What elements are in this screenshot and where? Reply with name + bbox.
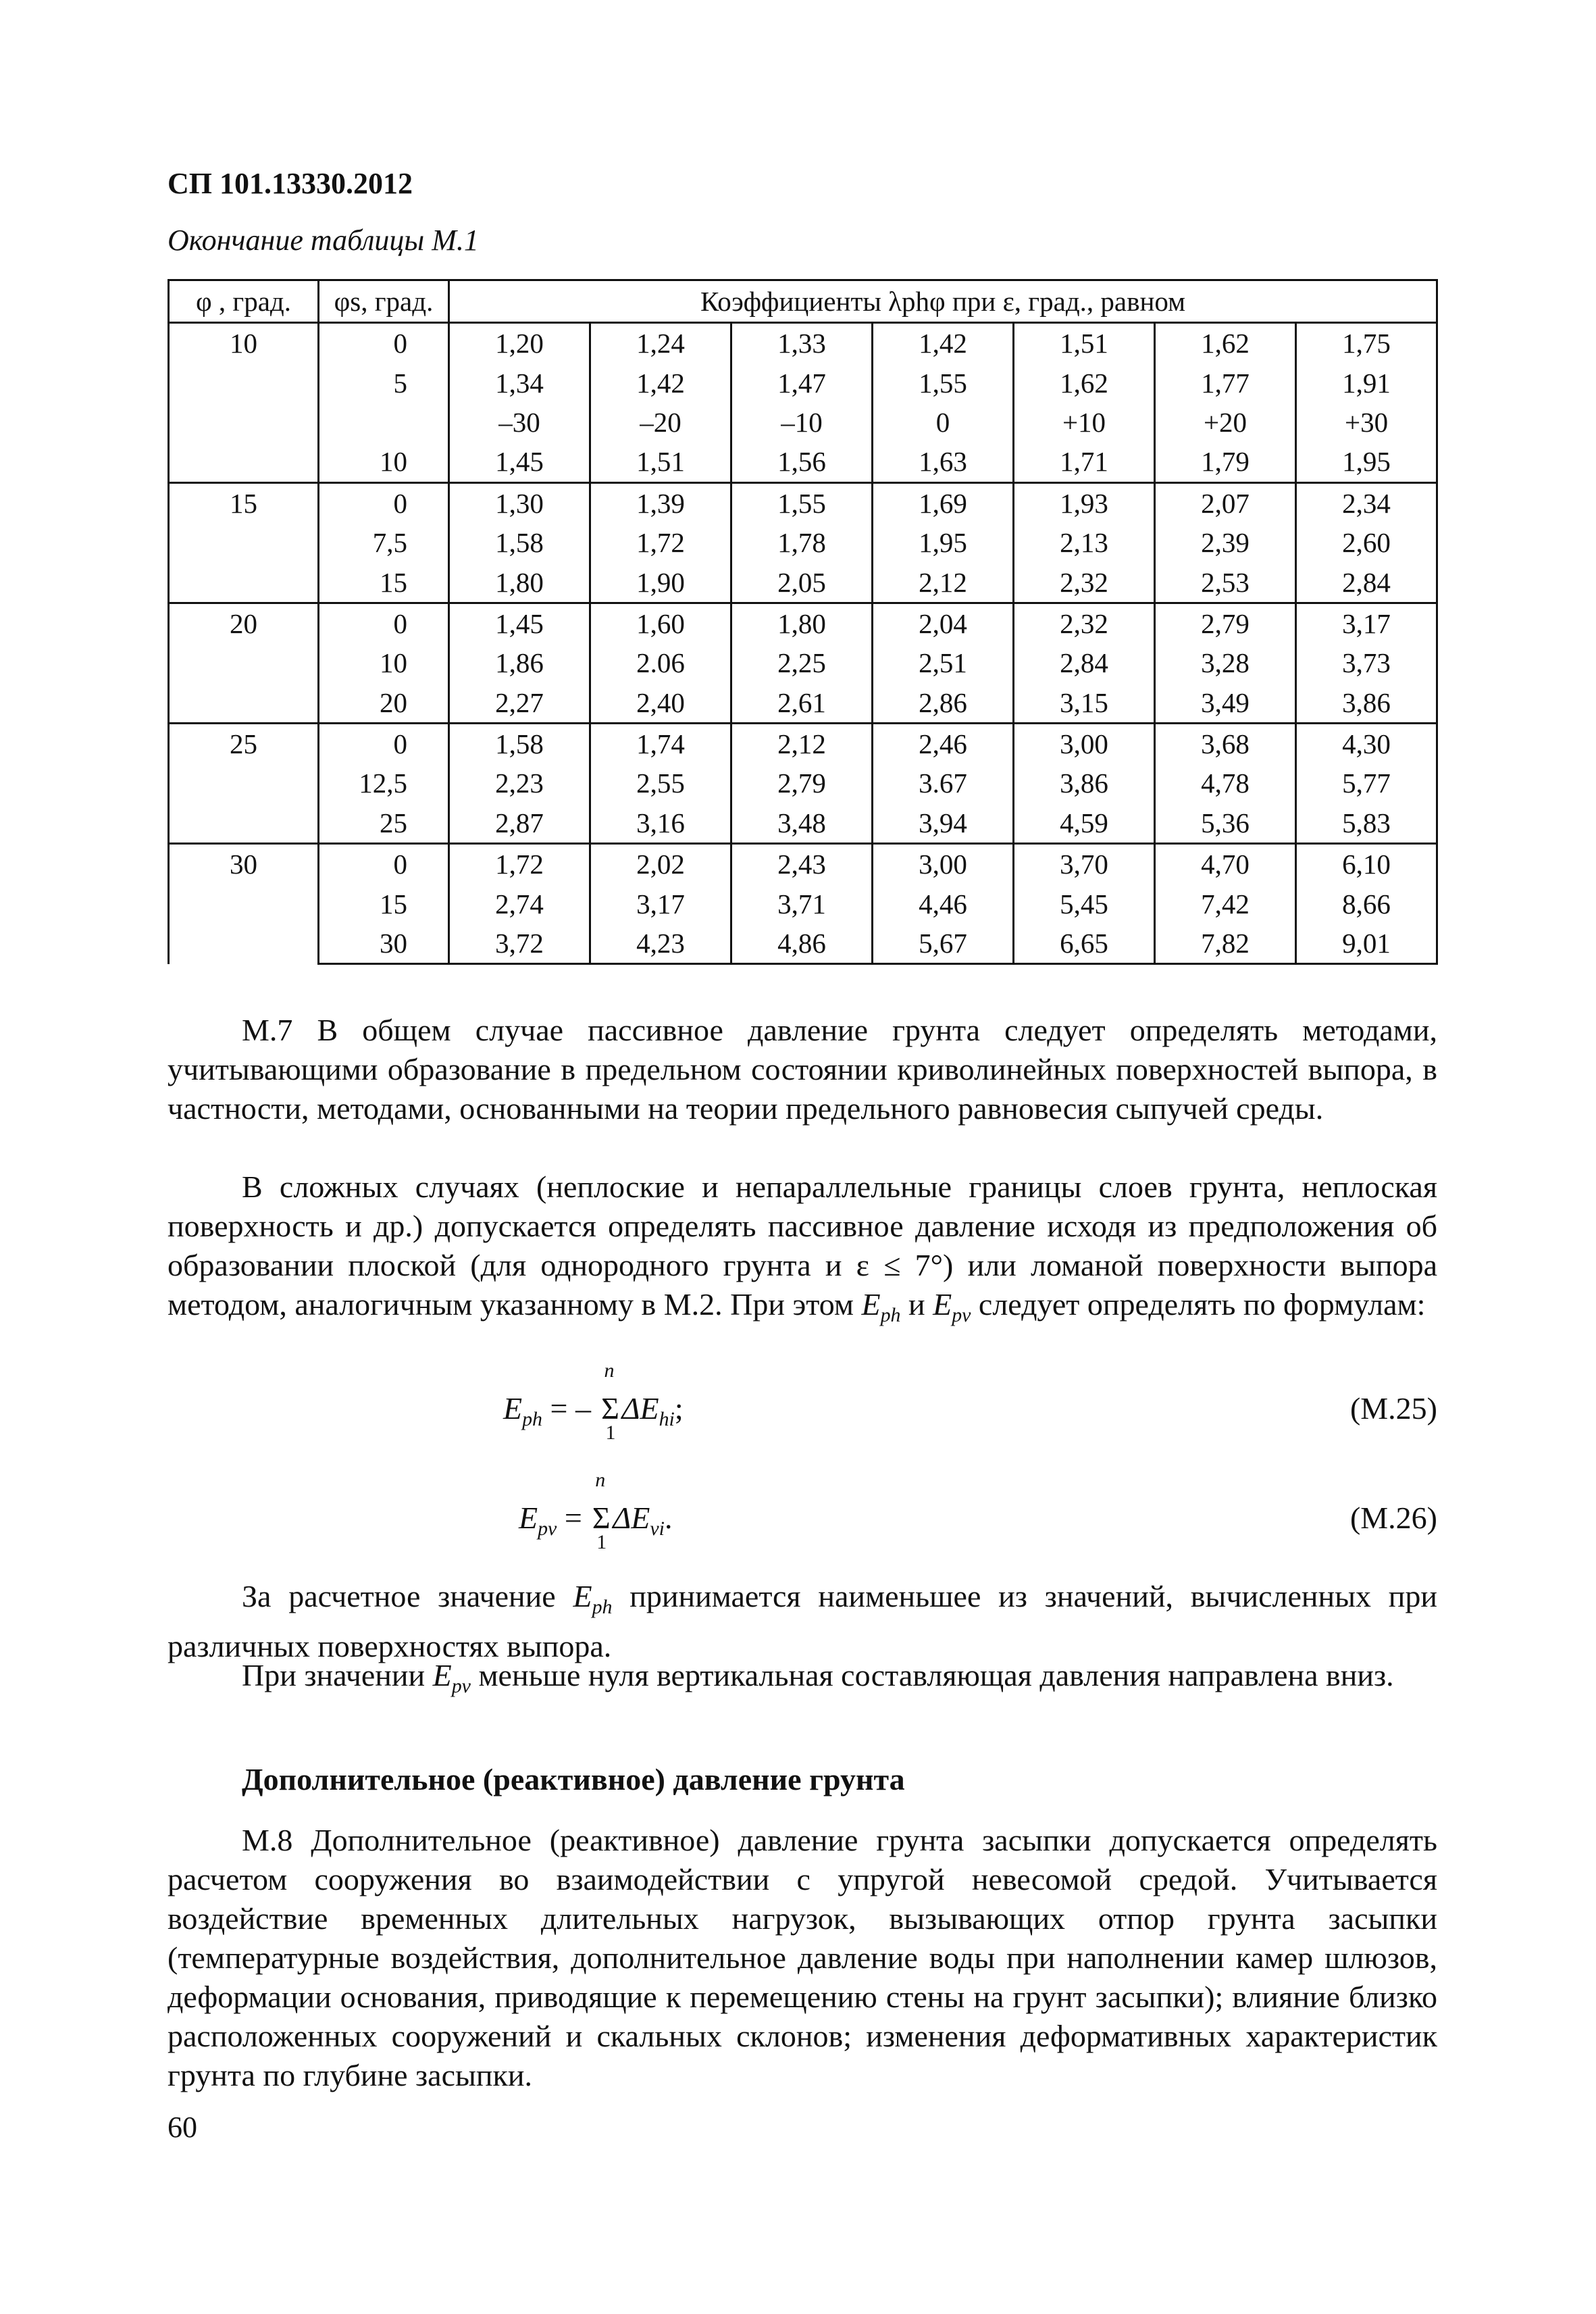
coef-cell: 1,42 [590, 363, 731, 402]
coef-cell: 0 [873, 403, 1014, 442]
coef-cell: 2,46 [873, 723, 1014, 763]
coef-cell: 2,53 [1155, 562, 1296, 603]
coef-cell: 2,55 [590, 763, 731, 803]
coef-cell: 2,87 [449, 803, 590, 844]
coef-cell: 2,07 [1155, 482, 1296, 523]
table-row [169, 323, 1437, 363]
phi-cell: 10 [169, 323, 319, 483]
header-phis: φs, град. [319, 280, 449, 323]
coef-cell: 2,43 [731, 844, 873, 884]
paragraph-calc-value: За расчетное значение $E_{ph}$ принимается наименьшее из значений, вычисленных при различных поверхностях выпора. [168, 1579, 1438, 1664]
coef-cell: 1,47 [731, 363, 873, 402]
coef-cell: 4,86 [731, 924, 873, 964]
coef-cell: 8,66 [1296, 884, 1437, 923]
coef-cell: 5,77 [1296, 763, 1437, 803]
phi-cell: 30 [169, 844, 319, 964]
coef-cell: 2,79 [1155, 603, 1296, 643]
coef-cell: 6,65 [1014, 924, 1155, 964]
coef-cell: 1,56 [731, 442, 873, 482]
coef-cell: 2,25 [731, 643, 873, 682]
coef-cell: 1,55 [873, 363, 1014, 402]
document-code: СП 101.13330.2012 [168, 167, 413, 200]
phis-cell [319, 403, 449, 442]
coef-cell: 3,17 [1296, 603, 1437, 643]
coef-cell: 3,71 [731, 884, 873, 923]
symbol-eph: $E_{ph}$ [861, 1287, 901, 1327]
coef-cell: 2,34 [1296, 482, 1437, 523]
coef-cell: 1,80 [449, 562, 590, 603]
coef-cell: 1,71 [1014, 442, 1155, 482]
coef-cell: 1,39 [590, 482, 731, 523]
coef-cell: 5,45 [1014, 884, 1155, 923]
coef-cell: 2,32 [1014, 562, 1155, 603]
coef-cell: 1,74 [590, 723, 731, 763]
coef-cell: 1,51 [1014, 323, 1155, 363]
coef-cell: 1,63 [873, 442, 1014, 482]
table-row [169, 643, 1437, 682]
coef-cell: 5,67 [873, 924, 1014, 964]
equation-number-m25: (М.25) [1349, 1391, 1437, 1426]
coef-cell: 1,91 [1296, 363, 1437, 402]
phis-cell: 5 [319, 363, 449, 402]
table-row [169, 482, 1437, 523]
phi-cell: 15 [169, 482, 319, 603]
header-coefficients: Коэффициенты λphφ при ε, град., равном [449, 280, 1437, 323]
phi-cell: 25 [169, 723, 319, 843]
coef-cell: 4,70 [1155, 844, 1296, 884]
table-row [169, 442, 1437, 482]
coef-cell: 2,12 [873, 562, 1014, 603]
coef-cell: 9,01 [1296, 924, 1437, 964]
coef-cell: 5,83 [1296, 803, 1437, 844]
coef-cell: 2,13 [1014, 523, 1155, 562]
coef-cell: 2,27 [449, 683, 590, 724]
coef-cell: 1,86 [449, 643, 590, 682]
table-row [169, 924, 1437, 964]
coef-cell: 3,15 [1014, 683, 1155, 724]
phis-cell: 0 [319, 482, 449, 523]
coef-cell: 7,42 [1155, 884, 1296, 923]
coef-cell: +20 [1155, 403, 1296, 442]
paragraph-complex-cases: В сложных случаях (неплоские и непараллельные границы слоев грунта, неплоская поверхность и др.) допускается определять пассивное давление исходя из предположения об образовании плоской (для однородного грунта и ε ≤ 7°) или ломаной поверхности выпора методом, аналогичным указанному в М.2. При этом $E_{ph}$ и $E_{pv}$ следует определять по формулам: [168, 1169, 1437, 1327]
coef-cell: 3,70 [1014, 844, 1155, 884]
coef-cell: –10 [731, 403, 873, 442]
phis-cell: 0 [319, 603, 449, 643]
coef-cell: 1,95 [873, 523, 1014, 562]
sum-symbol: Σ n 1 [592, 1469, 611, 1553]
coef-cell: 2,02 [590, 844, 731, 884]
coef-cell: 2,74 [449, 884, 590, 923]
coef-cell: 2,61 [731, 683, 873, 724]
coef-cell: 2,23 [449, 763, 590, 803]
phis-cell: 12,5 [319, 763, 449, 803]
coef-cell: 1,69 [873, 482, 1014, 523]
coef-cell: 1,79 [1155, 442, 1296, 482]
coef-cell: 2,05 [731, 562, 873, 603]
coef-cell: 3,49 [1155, 683, 1296, 724]
phis-cell: 7,5 [319, 523, 449, 562]
coef-cell: 3,86 [1014, 763, 1155, 803]
coef-cell: 1,51 [590, 442, 731, 482]
symbol-epv: $E_{pv}$ [933, 1287, 971, 1327]
header-phi: φ , град. [169, 280, 319, 323]
coef-cell: 1,55 [731, 482, 873, 523]
coef-cell: 4,78 [1155, 763, 1296, 803]
table-row [169, 763, 1437, 803]
table-row [169, 803, 1437, 844]
coef-cell: 3,48 [731, 803, 873, 844]
coef-cell: 1,75 [1296, 323, 1437, 363]
coef-cell: 3,68 [1155, 723, 1296, 763]
table-row [169, 562, 1437, 603]
coef-cell: 1,30 [449, 482, 590, 523]
page-number: 60 [168, 2111, 197, 2144]
coef-cell: 1,95 [1296, 442, 1437, 482]
phis-cell: 10 [319, 643, 449, 682]
phis-cell: 0 [319, 844, 449, 884]
coef-cell: 2,39 [1155, 523, 1296, 562]
coef-cell: 4,23 [590, 924, 731, 964]
phis-cell: 30 [319, 924, 449, 964]
table-row [169, 884, 1437, 923]
table-caption: Окончание таблицы М.1 [168, 224, 479, 257]
phis-cell: 20 [319, 683, 449, 724]
phi-cell: 20 [169, 603, 319, 723]
coef-cell: 1,90 [590, 562, 731, 603]
coef-cell: 1,20 [449, 323, 590, 363]
phis-cell: 0 [319, 723, 449, 763]
phis-cell: 0 [319, 323, 449, 363]
coef-cell: 1,24 [590, 323, 731, 363]
coef-cell: 7,82 [1155, 924, 1296, 964]
sum-symbol: Σ n 1 [601, 1359, 619, 1444]
coef-cell: 1,62 [1155, 323, 1296, 363]
paragraph-m8: М.8 Дополнительное (реактивное) давление грунта засыпки допускается определять расчетом сооружения во взаимодействии с упругой невесомой средой. Учитывается воздействие временных длительных нагрузок, вызывающих отпор грунта засыпки (температурные воздействия, дополнительное давление воды при наполнении камер шлюзов, деформации основания, приводящие к перемещению стены на грунт засыпки); влияние близко расположенных сооружений и скальных склонов; изменения деформативных характеристик грунта по глубине засыпки. [168, 1823, 1437, 2092]
table-row [169, 603, 1437, 643]
coef-cell: 3,00 [1014, 723, 1155, 763]
coef-cell: 2.06 [590, 643, 731, 682]
coef-cell: 1,33 [731, 323, 873, 363]
equation-number-m26: (М.26) [1349, 1501, 1437, 1535]
coef-cell: 4,46 [873, 884, 1014, 923]
coef-cell: 3,28 [1155, 643, 1296, 682]
paragraph-epv-negative: При значении $E_{pv}$ меньше нуля вертикальная составляющая давления направлена вниз. [242, 1658, 1394, 1698]
coef-cell: 1,93 [1014, 482, 1155, 523]
coef-cell: 2,40 [590, 683, 731, 724]
equation-m25: $E_{ph}$ = – Σ n 1 $\Delta E_{hi}$; [503, 1359, 684, 1444]
coef-cell: 1,80 [731, 603, 873, 643]
coef-cell: 5,36 [1155, 803, 1296, 844]
coef-cell: 4,59 [1014, 803, 1155, 844]
coef-cell: 2,32 [1014, 603, 1155, 643]
table-row [169, 403, 1437, 442]
coef-cell: –20 [590, 403, 731, 442]
equation-m26: $E_{pv} = \Sigma$ n 1 $\Delta E_{vi}$. [519, 1469, 673, 1553]
coef-cell: 2,86 [873, 683, 1014, 724]
coef-cell: 3,00 [873, 844, 1014, 884]
coef-cell: 3,16 [590, 803, 731, 844]
coef-cell: 2,84 [1296, 562, 1437, 603]
table-row [169, 723, 1437, 763]
table-row [169, 683, 1437, 724]
coef-cell: –30 [449, 403, 590, 442]
coef-cell: 3,72 [449, 924, 590, 964]
coef-cell: 1,62 [1014, 363, 1155, 402]
coef-cell: 3.67 [873, 763, 1014, 803]
coef-cell: 2,04 [873, 603, 1014, 643]
table-row [169, 363, 1437, 402]
coef-cell: 1,77 [1155, 363, 1296, 402]
table-row [169, 844, 1437, 884]
coef-cell: 3,94 [873, 803, 1014, 844]
phis-cell: 25 [319, 803, 449, 844]
coef-cell: 1,42 [873, 323, 1014, 363]
coef-cell: 1,34 [449, 363, 590, 402]
section-heading: Дополнительное (реактивное) давление грунта [242, 1762, 905, 1796]
coef-cell: 1,78 [731, 523, 873, 562]
coef-cell: 1,58 [449, 723, 590, 763]
coef-cell: +10 [1014, 403, 1155, 442]
coef-cell: 1,72 [449, 844, 590, 884]
table-header-row [169, 280, 1437, 323]
phis-cell: 10 [319, 442, 449, 482]
coef-cell: 1,45 [449, 442, 590, 482]
table-row [169, 523, 1437, 562]
coef-cell: 3,73 [1296, 643, 1437, 682]
paragraph-m7: М.7 В общем случае пассивное давление грунта следует определять методами, учитывающими образование в предельном состоянии криволинейных поверхностей выпора, в частности, методами, основанными на теории предельного равновесия сыпучей среды. [168, 1013, 1437, 1126]
coef-cell: 2,51 [873, 643, 1014, 682]
coef-cell: 4,30 [1296, 723, 1437, 763]
coef-cell: 1,45 [449, 603, 590, 643]
coef-cell: 1,58 [449, 523, 590, 562]
coef-cell: 3,17 [590, 884, 731, 923]
phis-cell: 15 [319, 884, 449, 923]
coefficient-table [168, 279, 1438, 965]
coef-cell: 1,60 [590, 603, 731, 643]
coef-cell: +30 [1296, 403, 1437, 442]
coef-cell: 1,72 [590, 523, 731, 562]
coef-cell: 3,86 [1296, 683, 1437, 724]
phis-cell: 15 [319, 562, 449, 603]
coef-cell: 2,84 [1014, 643, 1155, 682]
coef-cell: 2,12 [731, 723, 873, 763]
coef-cell: 6,10 [1296, 844, 1437, 884]
coef-cell: 2,60 [1296, 523, 1437, 562]
coef-cell: 2,79 [731, 763, 873, 803]
